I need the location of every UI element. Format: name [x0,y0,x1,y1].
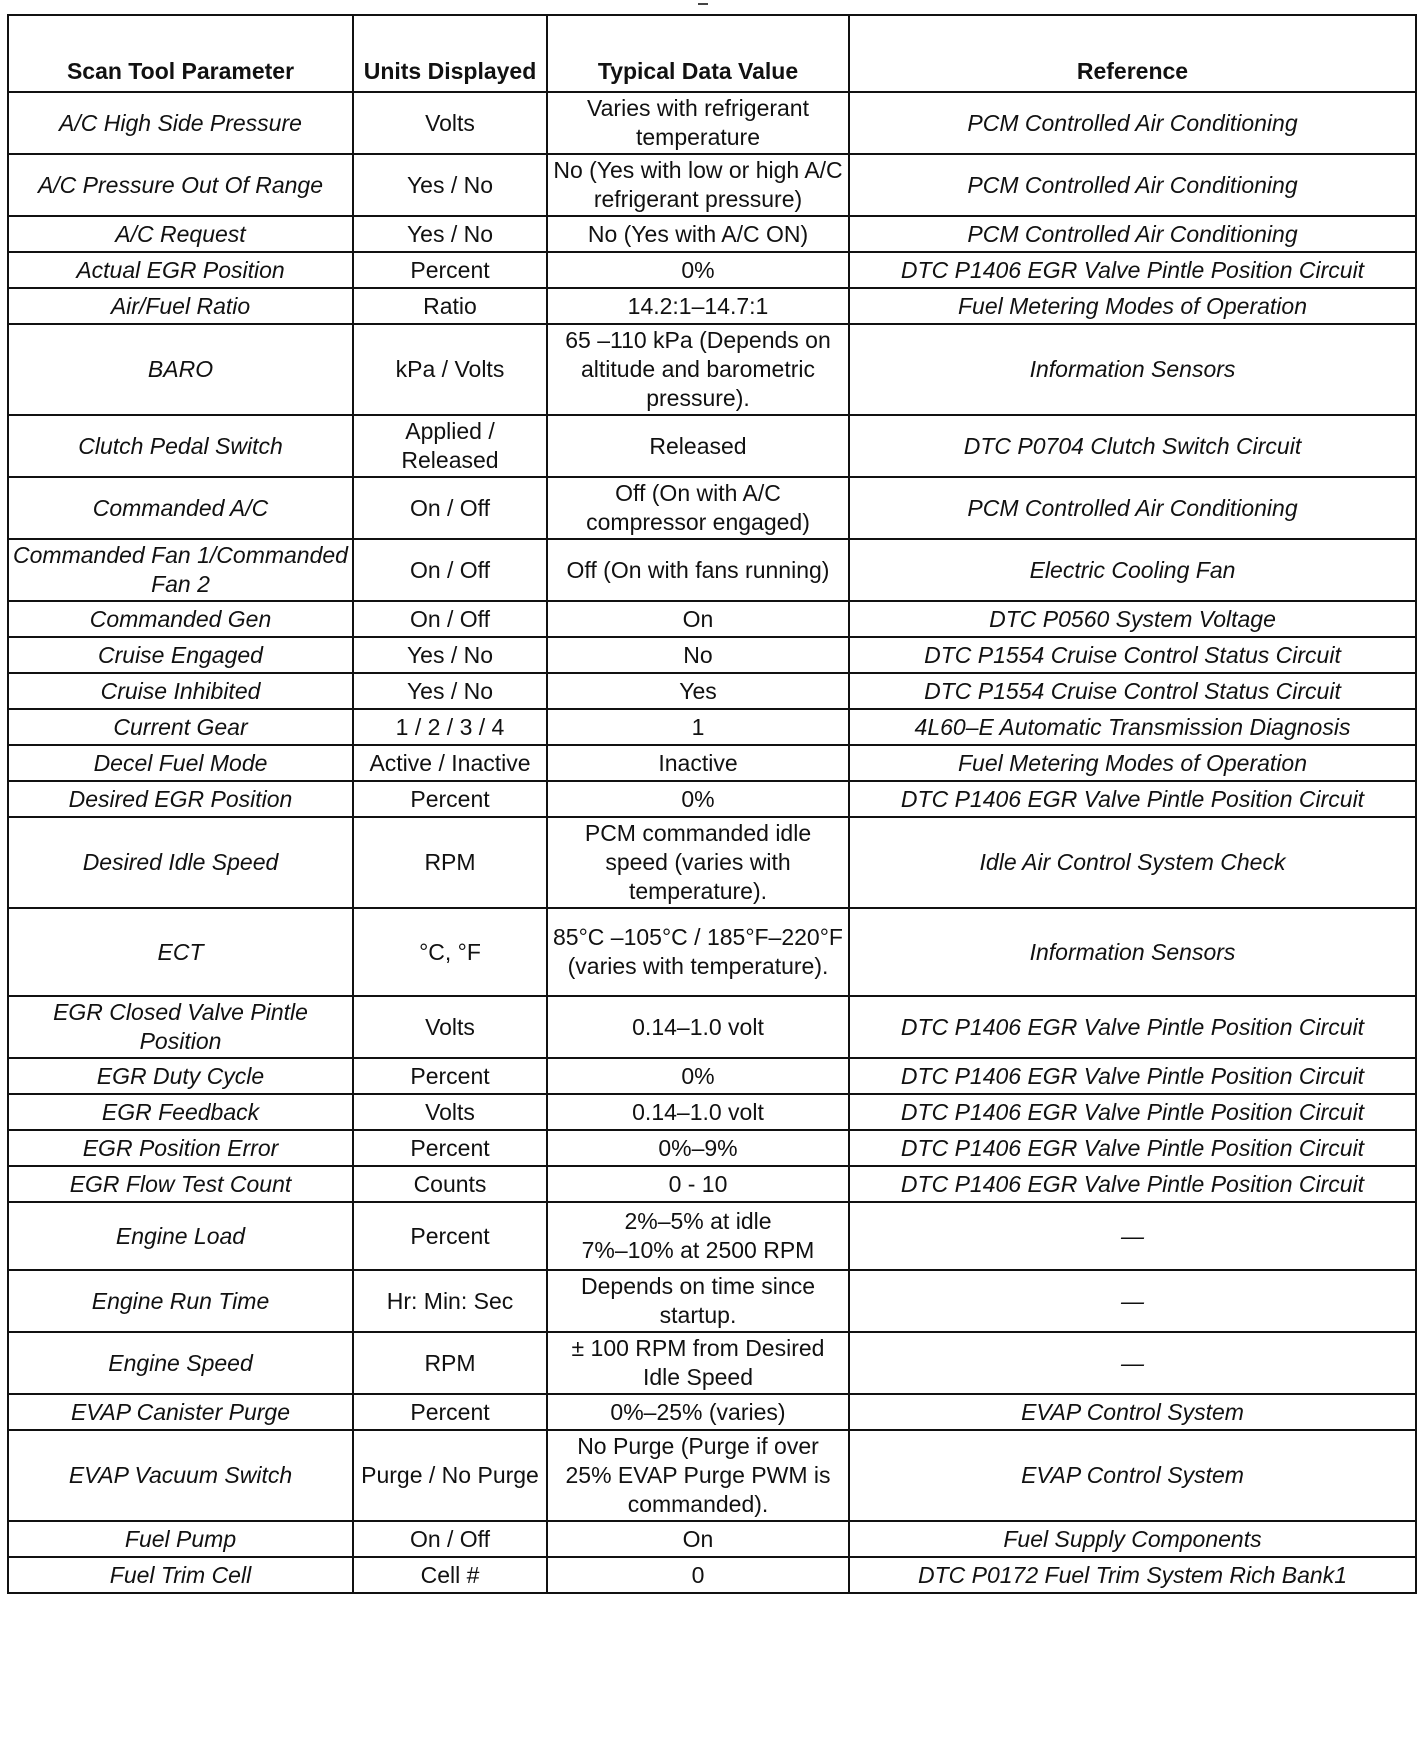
table-row [8,1521,1416,1557]
typical-value-cell: 85°C –105°C / 185°F–220°F (varies with temperature). [547,908,849,996]
reference-cell: DTC P1406 EGR Valve Pintle Position Circuit [849,1094,1416,1130]
header-units: Units Displayed [353,15,547,92]
typical-value-cell: Released [547,415,849,477]
reference-cell: DTC P0172 Fuel Trim System Rich Bank1 [849,1557,1416,1593]
typical-value-cell: Inactive [547,745,849,781]
reference-cell: Information Sensors [849,324,1416,415]
parameter-cell: EGR Position Error [8,1130,353,1166]
parameter-cell: Engine Speed [8,1332,353,1394]
units-cell: Percent [353,1058,547,1094]
units-cell: Volts [353,92,547,154]
table-row [8,1394,1416,1430]
table-row [8,324,1416,415]
units-cell: 1 / 2 / 3 / 4 [353,709,547,745]
units-cell: Volts [353,996,547,1058]
parameter-cell: Desired Idle Speed [8,817,353,908]
table-row [8,996,1416,1058]
table-body [8,92,1416,1593]
units-cell: Ratio [353,288,547,324]
reference-cell: — [849,1332,1416,1394]
reference-cell: DTC P1406 EGR Valve Pintle Position Circuit [849,1058,1416,1094]
reference-cell: PCM Controlled Air Conditioning [849,154,1416,216]
units-cell: Yes / No [353,154,547,216]
typical-value-cell: 0 - 10 [547,1166,849,1202]
table-row [8,601,1416,637]
table-row [8,1166,1416,1202]
reference-cell: DTC P1406 EGR Valve Pintle Position Circuit [849,996,1416,1058]
table-row [8,908,1416,996]
units-cell: Percent [353,252,547,288]
parameter-cell: Clutch Pedal Switch [8,415,353,477]
table-row [8,1094,1416,1130]
table-row [8,216,1416,252]
units-cell: Cell # [353,1557,547,1593]
reference-cell: DTC P1406 EGR Valve Pintle Position Circuit [849,1130,1416,1166]
typical-value-cell: Off (On with A/C compressor engaged) [547,477,849,539]
parameter-cell: Commanded A/C [8,477,353,539]
parameter-cell: Current Gear [8,709,353,745]
table-row [8,1430,1416,1521]
units-cell: On / Off [353,1521,547,1557]
units-cell: Percent [353,1202,547,1270]
scan-tool-data-table [7,14,1417,1594]
parameter-cell: Fuel Pump [8,1521,353,1557]
table-row [8,252,1416,288]
parameter-cell: Decel Fuel Mode [8,745,353,781]
units-cell: Active / Inactive [353,745,547,781]
parameter-cell: Fuel Trim Cell [8,1557,353,1593]
typical-value-cell: 65 –110 kPa (Depends on altitude and barometric pressure). [547,324,849,415]
typical-value-cell: 0.14–1.0 volt [547,1094,849,1130]
table-row [8,673,1416,709]
parameter-cell: Cruise Engaged [8,637,353,673]
typical-value-cell: Yes [547,673,849,709]
table-row [8,288,1416,324]
parameter-cell: Desired EGR Position [8,781,353,817]
table-row [8,1270,1416,1332]
parameter-cell: Engine Load [8,1202,353,1270]
units-cell: Yes / No [353,637,547,673]
units-cell: Percent [353,781,547,817]
typical-value-cell: Varies with refrigerant temperature [547,92,849,154]
reference-cell: DTC P1406 EGR Valve Pintle Position Circuit [849,781,1416,817]
reference-cell: DTC P1554 Cruise Control Status Circuit [849,637,1416,673]
reference-cell: DTC P1554 Cruise Control Status Circuit [849,673,1416,709]
header-typical-value: Typical Data Value [547,15,849,92]
reference-cell: — [849,1270,1416,1332]
table-row [8,1058,1416,1094]
reference-cell: Fuel Metering Modes of Operation [849,745,1416,781]
typical-value-cell: Depends on time since startup. [547,1270,849,1332]
table-row [8,817,1416,908]
typical-value-cell: ± 100 RPM from Desired Idle Speed [547,1332,849,1394]
units-cell: kPa / Volts [353,324,547,415]
typical-value-cell: 1 [547,709,849,745]
reference-cell: PCM Controlled Air Conditioning [849,92,1416,154]
reference-cell: PCM Controlled Air Conditioning [849,477,1416,539]
table-row [8,637,1416,673]
typical-value-cell: 0 [547,1557,849,1593]
parameter-cell: ECT [8,908,353,996]
typical-value-cell: Off (On with fans running) [547,539,849,601]
units-cell: Yes / No [353,216,547,252]
typical-value-cell: 0.14–1.0 volt [547,996,849,1058]
units-cell: Yes / No [353,673,547,709]
units-cell: °C, °F [353,908,547,996]
parameter-cell: A/C Pressure Out Of Range [8,154,353,216]
reference-cell: DTC P0704 Clutch Switch Circuit [849,415,1416,477]
typical-value-cell: On [547,1521,849,1557]
parameter-cell: EGR Feedback [8,1094,353,1130]
table-row [8,1332,1416,1394]
reference-cell: Fuel Supply Components [849,1521,1416,1557]
reference-cell: Idle Air Control System Check [849,817,1416,908]
reference-cell: Information Sensors [849,908,1416,996]
units-cell: Percent [353,1130,547,1166]
table-row [8,539,1416,601]
parameter-cell: EGR Duty Cycle [8,1058,353,1094]
typical-value-cell: No Purge (Purge if over 25% EVAP Purge PWM is commanded). [547,1430,849,1521]
parameter-cell: Actual EGR Position [8,252,353,288]
typical-value-cell: 0%–25% (varies) [547,1394,849,1430]
parameter-cell: Engine Run Time [8,1270,353,1332]
typical-value-cell: On [547,601,849,637]
parameter-cell: EGR Flow Test Count [8,1166,353,1202]
parameter-cell: BARO [8,324,353,415]
parameter-cell: Commanded Gen [8,601,353,637]
table-row [8,92,1416,154]
table-row [8,415,1416,477]
parameter-cell: Air/Fuel Ratio [8,288,353,324]
reference-cell: Fuel Metering Modes of Operation [849,288,1416,324]
reference-cell: Electric Cooling Fan [849,539,1416,601]
reference-cell: 4L60–E Automatic Transmission Diagnosis [849,709,1416,745]
table-row [8,1130,1416,1166]
parameter-cell: EVAP Vacuum Switch [8,1430,353,1521]
typical-value-cell: No (Yes with low or high A/C refrigerant pressure) [547,154,849,216]
parameter-cell: Commanded Fan 1/Commanded Fan 2 [8,539,353,601]
typical-value-cell: 0% [547,252,849,288]
table-row [8,709,1416,745]
typical-value-cell: No (Yes with A/C ON) [547,216,849,252]
units-cell: Purge / No Purge [353,1430,547,1521]
typical-value-cell: 0% [547,1058,849,1094]
units-cell: RPM [353,1332,547,1394]
table-row [8,154,1416,216]
table-row [8,1557,1416,1593]
table-header-row [8,15,1416,92]
reference-cell: DTC P1406 EGR Valve Pintle Position Circuit [849,252,1416,288]
units-cell: Applied / Released [353,415,547,477]
typical-value-cell: PCM commanded idle speed (varies with temperature). [547,817,849,908]
parameter-cell: Cruise Inhibited [8,673,353,709]
header-parameter: Scan Tool Parameter [8,15,353,92]
reference-cell: EVAP Control System [849,1430,1416,1521]
typical-value-cell: No [547,637,849,673]
reference-cell: DTC P0560 System Voltage [849,601,1416,637]
table-row [8,1202,1416,1270]
units-cell: On / Off [353,539,547,601]
units-cell: Volts [353,1094,547,1130]
units-cell: On / Off [353,601,547,637]
units-cell: Percent [353,1394,547,1430]
parameter-cell: A/C High Side Pressure [8,92,353,154]
typical-value-cell: 2%–5% at idle 7%–10% at 2500 RPM [547,1202,849,1270]
reference-cell: PCM Controlled Air Conditioning [849,216,1416,252]
reference-cell: DTC P1406 EGR Valve Pintle Position Circuit [849,1166,1416,1202]
table-row [8,745,1416,781]
header-reference: Reference [849,15,1416,92]
typical-value-cell: 0% [547,781,849,817]
reference-cell: EVAP Control System [849,1394,1416,1430]
typical-value-cell: 14.2:1–14.7:1 [547,288,849,324]
units-cell: Counts [353,1166,547,1202]
units-cell: RPM [353,817,547,908]
parameter-cell: EVAP Canister Purge [8,1394,353,1430]
parameter-cell: A/C Request [8,216,353,252]
scan-mark [698,3,708,5]
table-row [8,477,1416,539]
units-cell: Hr: Min: Sec [353,1270,547,1332]
reference-cell: — [849,1202,1416,1270]
parameter-cell: EGR Closed Valve Pintle Position [8,996,353,1058]
units-cell: On / Off [353,477,547,539]
table-row [8,781,1416,817]
typical-value-cell: 0%–9% [547,1130,849,1166]
